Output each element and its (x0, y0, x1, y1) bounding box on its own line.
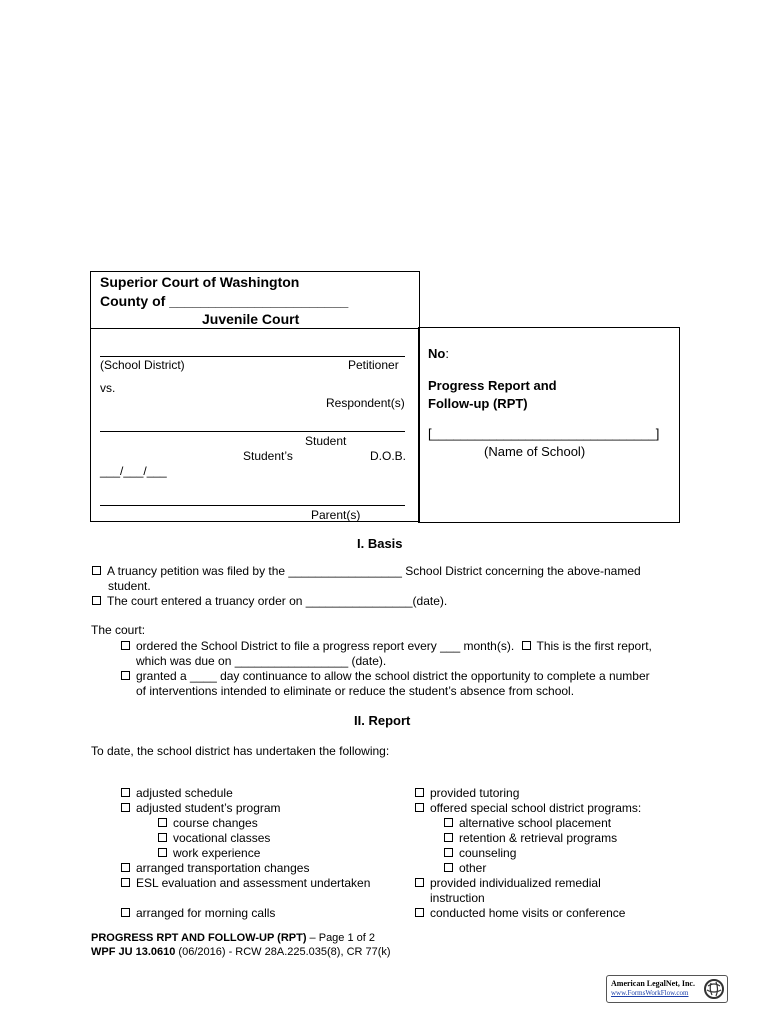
basis-sub-1 (121, 639, 652, 653)
doc-title-1: Progress Report and (428, 378, 557, 393)
report-right-item (415, 876, 601, 890)
petitioner-label: Petitioner (348, 358, 399, 372)
doc-title-2: Follow-up (RPT) (428, 396, 528, 411)
county-line: County of _______________________ (100, 293, 349, 309)
basis-sub-1-text: ordered the School District to file a progress report every ___ month(s). (136, 639, 515, 653)
report-right-item-text: provided tutoring (430, 786, 520, 800)
report-intro: To date, the school district has undertaken the following: (91, 744, 390, 758)
caption-right-box (418, 327, 680, 523)
name-of-school-label: (Name of School) (484, 444, 586, 459)
report-left-subitem-text: vocational classes (173, 831, 271, 845)
legalnet-logo[interactable] (606, 975, 728, 1003)
report-right-item-text: offered special school district programs: (430, 801, 642, 815)
report-left-subitem-text: work experience (173, 846, 261, 860)
footer-form-rest: (06/2016) - RCW 28A.225.035(8), CR 77(k) (175, 946, 391, 958)
checkbox-icon[interactable] (444, 818, 453, 827)
checkbox-icon[interactable] (121, 908, 130, 917)
footer-form-no: WPF JU 13.0610 (91, 946, 176, 958)
basis-item-1-cont: student. (108, 579, 151, 593)
report-left-item (121, 801, 281, 815)
dob-blank: ___/___/___ (100, 464, 167, 478)
students-label: Student’s (243, 449, 293, 463)
report-right-subitem-text: alternative school placement (459, 816, 612, 830)
school-name-field[interactable]: [_______________________________] (428, 426, 660, 441)
checkbox-icon[interactable] (522, 641, 531, 650)
respondents-label: Respondent(s) (326, 396, 405, 410)
school-district-line (100, 356, 405, 357)
footer-page-text: – Page 1 of 2 (306, 932, 375, 944)
report-left-item (121, 906, 275, 920)
footer-form-number (91, 946, 391, 958)
report-right-subitem-text: retention & retrieval programs (459, 831, 618, 845)
checkbox-icon[interactable] (158, 818, 167, 827)
report-right-item-text: provided individualized remedial (430, 876, 601, 890)
parents-label: Parent(s) (311, 508, 361, 522)
checkbox-icon[interactable] (121, 671, 130, 680)
report-left-subitem-text: course changes (173, 816, 258, 830)
report-right-subitem (444, 816, 611, 830)
report-right-subitem-text: other (459, 861, 487, 875)
report-left-item-text: adjusted student’s program (136, 801, 281, 815)
checkbox-icon[interactable] (415, 878, 424, 887)
footer-title-text: PROGRESS RPT AND FOLLOW-UP (RPT) (91, 932, 307, 944)
checkbox-icon[interactable] (415, 788, 424, 797)
student-line (100, 431, 405, 432)
report-right-item (415, 801, 641, 815)
case-number (428, 346, 449, 361)
report-right-item (415, 906, 625, 920)
juvenile-court: Juvenile Court (202, 311, 300, 327)
dob-label: D.O.B. (370, 449, 407, 463)
globe-icon (703, 978, 725, 1000)
checkbox-icon[interactable] (121, 863, 130, 872)
checkbox-icon[interactable] (444, 833, 453, 842)
report-right-item-text: conducted home visits or conference (430, 906, 626, 920)
checkbox-icon[interactable] (121, 641, 130, 650)
basis-item-2 (92, 594, 447, 608)
report-left-subitem (158, 816, 258, 830)
checkbox-icon[interactable] (121, 788, 130, 797)
basis-sub-1-cont: which was due on _________________ (date). (136, 654, 387, 668)
basis-item-2-text: The court entered a truancy order on ________________(date). (107, 594, 448, 608)
checkbox-icon[interactable] (92, 566, 101, 575)
court-intro: The court: (91, 623, 146, 637)
school-district-label: (School District) (100, 358, 185, 372)
footer-form-title (91, 932, 375, 944)
checkbox-icon[interactable] (158, 833, 167, 842)
court-title: Superior Court of Washington (100, 274, 300, 290)
report-right-item-cont: instruction (430, 891, 485, 905)
report-left-item (121, 861, 309, 875)
logo-name: American LegalNet, Inc. (611, 979, 695, 988)
report-left-item-text: ESL evaluation and assessment undertaken (136, 876, 371, 890)
checkbox-icon[interactable] (121, 803, 130, 812)
basis-item-1 (92, 564, 641, 578)
basis-sub-2 (121, 669, 650, 683)
report-right-item (415, 786, 519, 800)
checkbox-icon[interactable] (92, 596, 101, 605)
report-right-subitem (444, 861, 486, 875)
vs-label: vs. (100, 381, 116, 395)
case-number-colon: : (445, 346, 449, 361)
basis-sub-2-cont: of interventions intended to eliminate or reduce the student’s absence from school. (136, 684, 575, 698)
report-right-subitem (444, 846, 516, 860)
report-right-subitem (444, 831, 617, 845)
report-heading: II. Report (354, 713, 411, 728)
first-report-text: This is the first report, (536, 639, 652, 653)
basis-sub-2-text: granted a ____ day continuance to allow the school district the opportunity to complete a number (136, 669, 650, 683)
parents-line (100, 505, 405, 506)
checkbox-icon[interactable] (121, 878, 130, 887)
checkbox-icon[interactable] (444, 863, 453, 872)
report-left-item-text: arranged transportation changes (136, 861, 310, 875)
basis-heading: I. Basis (357, 536, 403, 551)
checkbox-icon[interactable] (158, 848, 167, 857)
checkbox-icon[interactable] (415, 803, 424, 812)
report-left-subitem (158, 831, 270, 845)
report-left-subitem (158, 846, 260, 860)
logo-url[interactable]: www.FormsWorkFlow.com (611, 989, 689, 997)
report-left-item-text: arranged for morning calls (136, 906, 276, 920)
basis-item-1-text: A truancy petition was filed by the _________________ School District concerning the above-named (107, 564, 641, 578)
report-left-item (121, 786, 233, 800)
student-label: Student (305, 434, 347, 448)
report-left-item (121, 876, 370, 890)
report-right-subitem-text: counseling (459, 846, 517, 860)
checkbox-icon[interactable] (415, 908, 424, 917)
report-left-item-text: adjusted schedule (136, 786, 233, 800)
case-number-label: No (428, 346, 446, 361)
checkbox-icon[interactable] (444, 848, 453, 857)
